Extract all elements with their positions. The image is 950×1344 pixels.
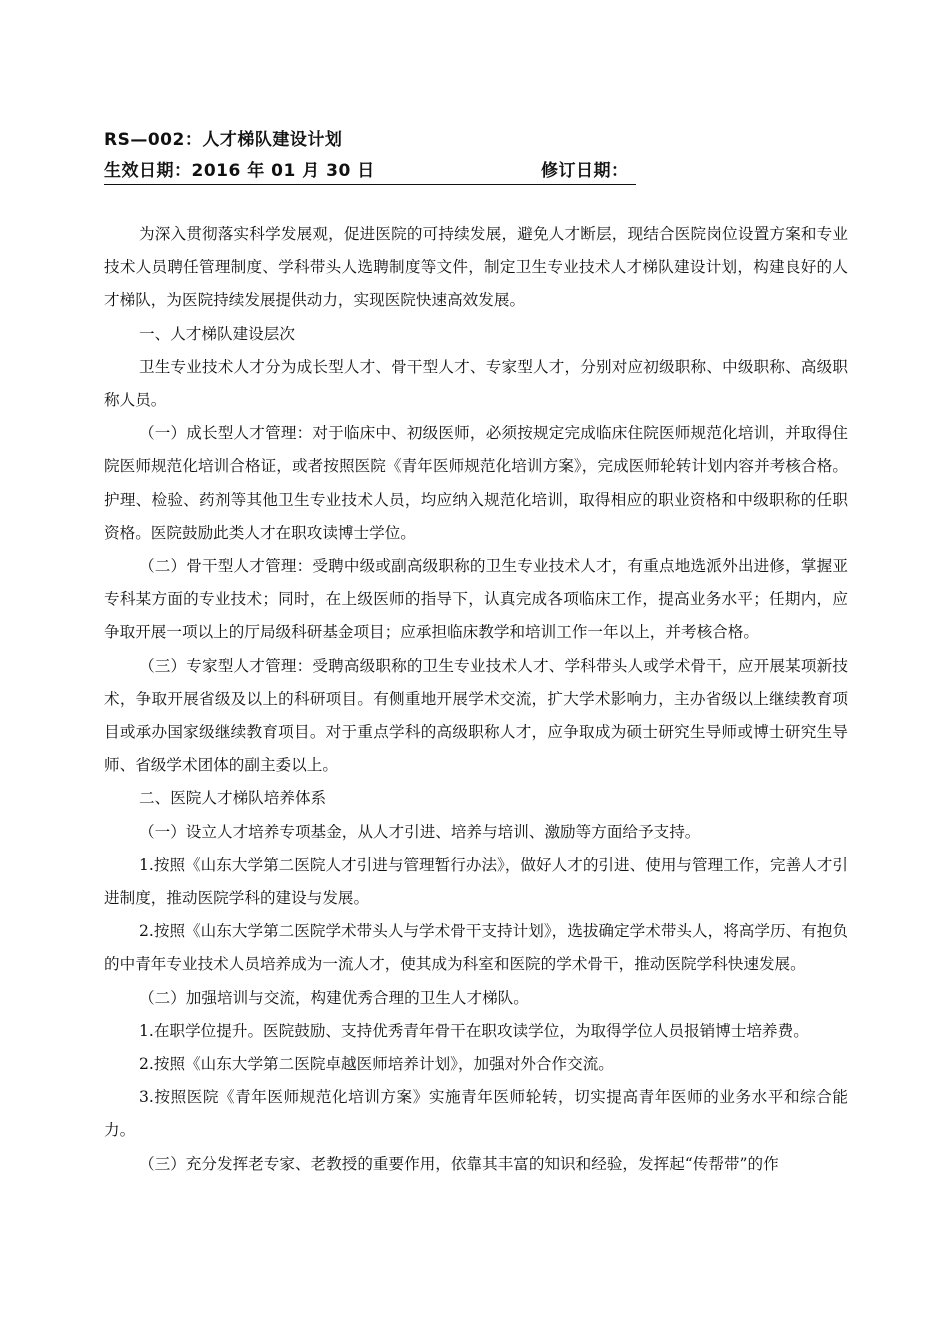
paragraph: （一）设立人才培养专项基金，从人才引进、培养与培训、激励等方面给予支持。	[139, 822, 701, 841]
paragraph: 为深入贯彻落实科学发展观，促进医院的可持续发展，避免人才断层，现结合医院岗位设置方案和专业技术人员聘任管理制度、学科带头人选聘制度等文件，制定卫生专业技术人才梯队建设计划，构建良好的人才梯队，为医院持续发展提供动力，实现医院快速高效发展。	[104, 225, 848, 310]
list-item: 3.按照医院《青年医师规范化培训方案》实施青年医师轮转，切实提高青年医师的业务水平和综合能力。	[104, 1088, 848, 1140]
section-heading: 一、人才梯队建设层次	[139, 324, 295, 343]
date-line	[104, 160, 636, 185]
document-title: RS—002：人才梯队建设计划	[104, 130, 343, 150]
paragraph: （三）充分发挥老专家、老教授的重要作用，依靠其丰富的知识和经验，发挥起“传帮带”的作	[139, 1154, 779, 1173]
effective-date: 生效日期：2016 年 01 月 30 日	[104, 161, 375, 181]
paragraph: （二）骨干型人才管理：受聘中级或副高级职称的卫生专业技术人才，有重点地选派外出进修，掌握亚专科某方面的专业技术；同时，在上级医师的指导下，认真完成各项临床工作，提高业务水平；任期内，应争取开展一项以上的厅局级科研基金项目；应承担临床教学和培训工作一年以上，并考核合格。	[104, 557, 848, 642]
paragraph: （一）成长型人才管理：对于临床中、初级医师，必须按规定完成临床住院医师规范化培训，并取得住院医师规范化培训合格证，或者按照医院《青年医师规范化培训方案》，完成医师轮转计划内容并考核合格。护理、检验、药剂等其他卫生专业技术人员，均应纳入规范化培训，取得相应的职业资格和中级职称的任职资格。医院鼓励此类人才在职攻读博士学位。	[104, 424, 848, 542]
section-heading: 二、医院人才梯队培养体系	[139, 789, 327, 808]
document-header	[104, 128, 664, 185]
paragraph: （三）专家型人才管理：受聘高级职称的卫生专业技术人才、学科带头人或学术骨干，应开展某项新技术，争取开展省级及以上的科研项目。有侧重地开展学术交流，扩大学术影响力，主办省级以上继续教育项目或承办国家级继续教育项目。对于重点学科的高级职称人才，应争取成为硕士研究生导师或博士研究生导师、省级学术团体的副主委以上。	[104, 656, 848, 775]
list-item: 2.按照《山东大学第二医院学术带头人与学术骨干支持计划》，选拔确定学术带头人，将高学历、有抱负的中青年专业技术人员培养成为一流人才，使其成为科室和医院的学术骨干，推动医院学科快速发展。	[104, 922, 848, 974]
document-body	[104, 218, 848, 1181]
paragraph: （二）加强培训与交流，构建优秀合理的卫生人才梯队。	[139, 988, 529, 1007]
revision-date: 修订日期：	[541, 161, 629, 181]
list-item: 1.在职学位提升。医院鼓励、支持优秀青年骨干在职攻读学位，为取得学位人员报销博士培养费。	[139, 1021, 809, 1040]
list-item: 2.按照《山东大学第二医院卓越医师培养计划》，加强对外合作交流。	[139, 1055, 614, 1074]
paragraph: 卫生专业技术人才分为成长型人才、骨干型人才、专家型人才，分别对应初级职称、中级职称、高级职称人员。	[104, 357, 848, 410]
list-item: 1.按照《山东大学第二医院人才引进与管理暂行办法》，做好人才的引进、使用与管理工作，完善人才引进制度，推动医院学科的建设与发展。	[104, 855, 848, 908]
